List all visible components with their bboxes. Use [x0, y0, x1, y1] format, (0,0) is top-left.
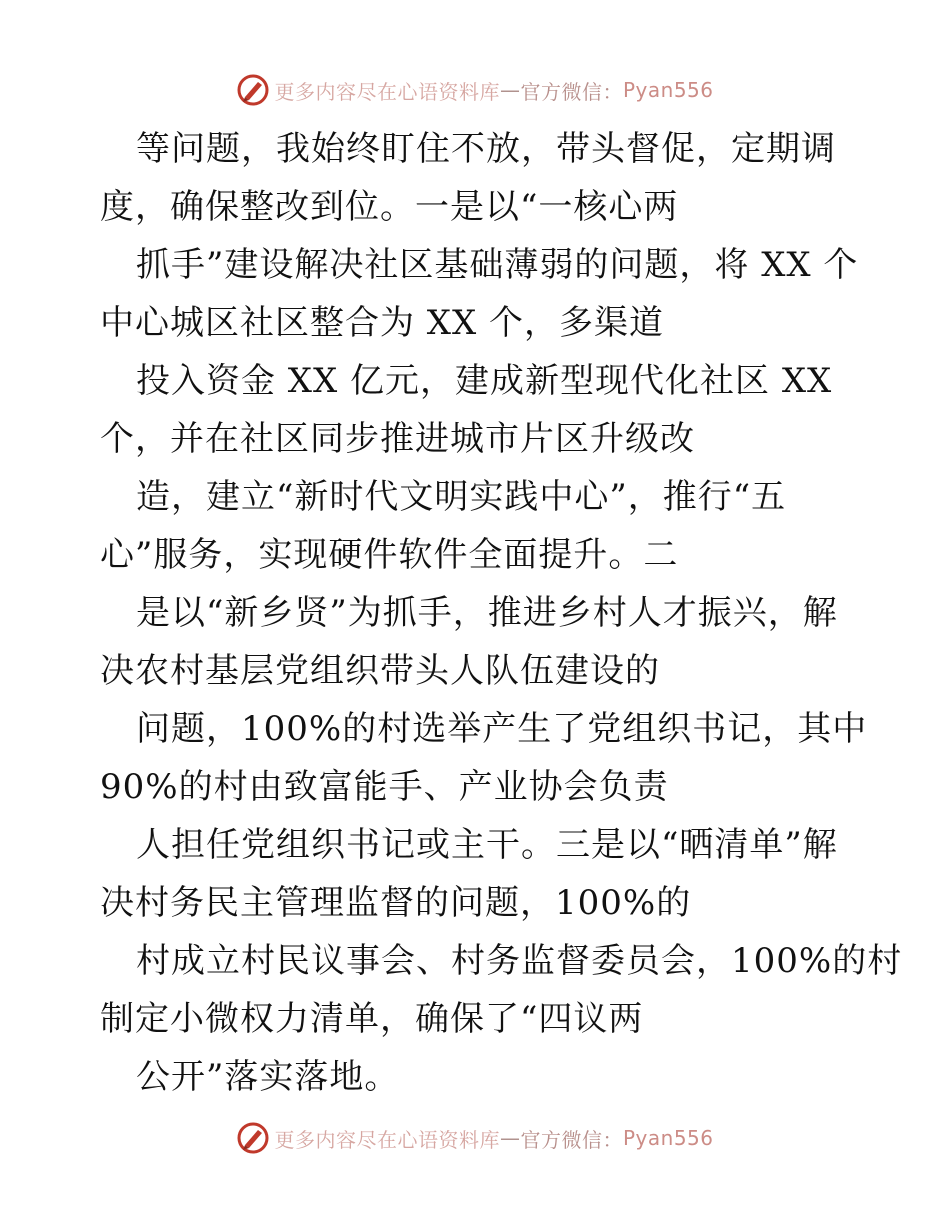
- text-line: 投入资金 XX 亿元，建成新型现代化社区 XX: [136, 361, 833, 401]
- text-line: 抓手”建设解决社区基础薄弱的问题，将 XX 个: [136, 245, 859, 285]
- text-line: 人担任党组织书记或主干。三是以“晒清单”解: [136, 825, 838, 865]
- pen-logo-icon: [236, 1121, 270, 1155]
- header-banner: [0, 70, 950, 110]
- text-line: 造，建立“新时代文明实践中心”，推行“五: [136, 477, 787, 517]
- pen-logo-icon: [236, 73, 270, 107]
- banner-main-text: 更多内容尽在心语资料库: [274, 79, 500, 104]
- banner-wechat-label: 官方微信：: [520, 79, 623, 104]
- banner-main-text: 更多内容尽在心语资料库: [274, 1127, 500, 1152]
- banner-wechat-id: Pyan556: [622, 1126, 714, 1150]
- text-line: 是以“新乡贤”为抓手，推进乡村人才振兴，解: [136, 593, 838, 633]
- banner-dash: —: [499, 1126, 521, 1150]
- text-line: 心”服务，实现硬件软件全面提升。二: [100, 535, 679, 575]
- text-line: 90%的村由致富能手、产业协会负责: [100, 767, 669, 807]
- text-line: 度，确保整改到位。一是以“一核心两: [100, 187, 679, 227]
- text-line: 等问题，我始终盯住不放，带头督促，定期调: [136, 129, 836, 169]
- text-line: 问题，100%的村选举产生了党组织书记，其中: [136, 709, 868, 749]
- footer-banner: [0, 1118, 950, 1158]
- text-line: 村成立村民议事会、村务监督委员会，100%的村: [136, 941, 903, 981]
- text-line: 制定小微权力清单，确保了“四议两: [100, 999, 644, 1039]
- text-line: 公开”落实落地。: [136, 1057, 400, 1097]
- text-line: 中心城区社区整合为 XX 个，多渠道: [100, 303, 665, 343]
- text-line: 决农村基层党组织带头人队伍建设的: [100, 651, 660, 691]
- text-line: 个，并在社区同步推进城市片区升级改: [100, 419, 695, 459]
- banner-wechat-label: 官方微信：: [520, 1127, 623, 1152]
- banner-dash: —: [499, 78, 521, 102]
- banner-wechat-id: Pyan556: [622, 78, 714, 102]
- text-line: 决村务民主管理监督的问题，100%的: [100, 883, 692, 923]
